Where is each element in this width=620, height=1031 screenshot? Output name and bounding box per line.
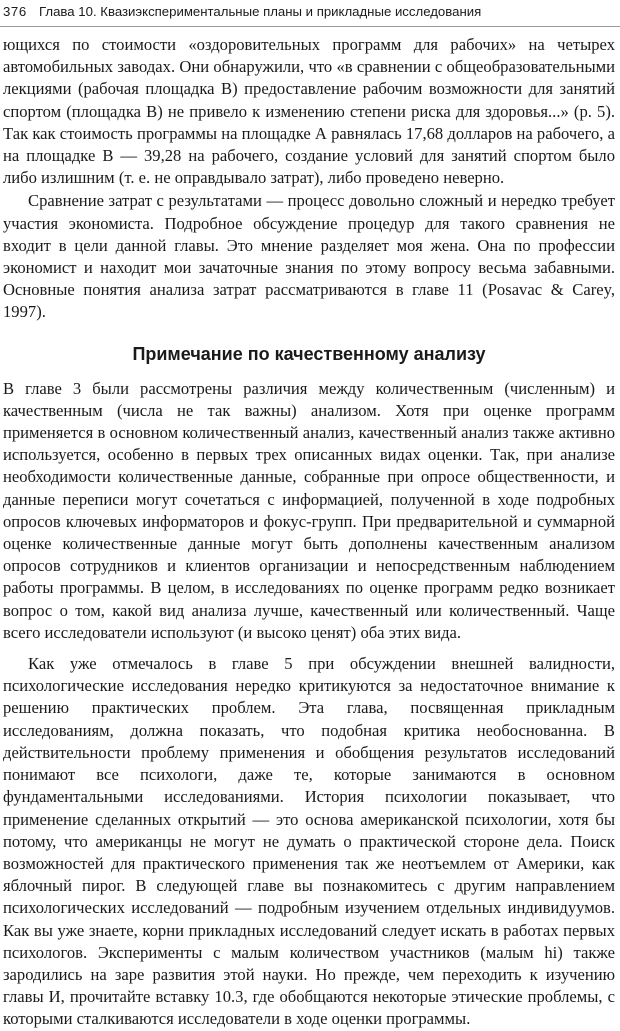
chapter-title: Глава 10. Квазиэкспериментальные планы и прикладные исследования — [39, 4, 482, 19]
section-heading: Примечание по качественному анализу — [132, 343, 486, 364]
paragraph-3: В главе 3 были рассмотрены различия между количественным (численным) и качественным (числа не так важны) анализом. Хотя при оценке программ применяется в основном количественный анализ, качественный анализ также активно используется, особенно в первых трех описанных видах оценки. Так, при анализе необходимости количественные данные, собранные при опросе общественности, и данные переписи могут сочетаться с информацией, полученной в ходе подробных опросов ключевых информаторов и фокус-групп. При предварительной и суммарной оценке количественные данные могут быть дополнены качественным анализом опросов сотрудников и клиентов организации и непосредственным наблюдением работы программы. В целом, в исследованиях по оценке программ редко возникает вопрос о том, какой вид анализа лучше, качественный или количественный. Чаще всего исследователи используют (и высоко ценят) оба этих вида. — [3, 378, 615, 642]
paragraph-2: Сравнение затрат с результатами — процесс довольно сложный и нередко требует участия экономиста. Подробное обсуждение процедур для такого сравнения не входит в цели данной главы. Это мнение разделяет моя жена. Она по профессии экономист и находит мои зачаточные знания по этому вопросу весьма забавными. Основные понятия анализа затрат рассматриваются в главе 11 (Posavac & Carey, 1997). — [3, 191, 615, 322]
header-rule — [0, 26, 620, 27]
paragraph-1: ющихся по стоимости «оздоровительных программ для рабочих» на четырех автомобильных заводах. Они обнаружили, что «в сравнении с общеобразовательными лекциями (рабочая площадка В) предоставление рабочим возможности для занятий спортом (площадка В) не привело к изменению степени риска для здоровья...» (р. 5). Так как стоимость программы на площадке А равнялась 17,68 долларов на рабочего, а на площадке В — 39,28 на рабочего, создание условий для занятий спортом было либо излишним (т. е. не оправдывало затрат), либо проведено неверно. — [3, 35, 615, 188]
page-number: 376 — [3, 4, 27, 19]
page-body — [3, 34, 615, 1031]
paragraph-4: Как уже отмечалось в главе 5 при обсуждении внешней валидности, психологические исследования нередко критикуются за недостаточное внимание к решению практических проблем. Эта глава, посвященная прикладным исследованиям, должна показать, что подобная критика необоснованна. В действительности проблему применения и обобщения результатов исследований понимают все психологи, даже те, которые занимаются в основном фундаментальными исследованиями. История психологии показывает, что применение сделанных открытий — это основа американской психологии, хотя бы потому, что американцы не могут не думать о практической стороне дела. Поиск возможностей для практического применения так же неотъемлем от Америки, как яблочный пирог. В следующей главе вы познакомитесь с другим направлением психологических исследований — подробным изучением отдельных индивидуумов. Как вы уже знаете, корни прикладных исследований следует искать в работах первых психологов. Эксперименты с малым количеством участников (малым hi) также зародились на заре развития этой науки. Но прежде, чем переходить к изучению главы И, прочитайте вставку 10.3, где обобщаются некоторые этические проблемы, с которыми сталкиваются исследователи в ходе оценки программы. — [3, 654, 615, 1029]
running-head — [3, 2, 615, 22]
